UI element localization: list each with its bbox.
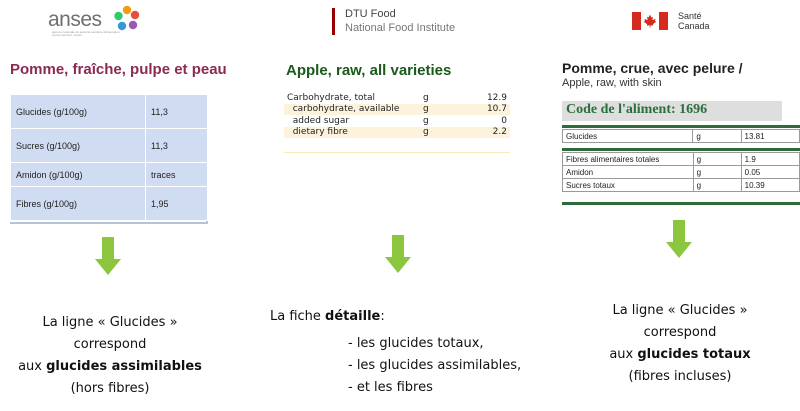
- nutrient-label: Sucres totaux: [563, 179, 694, 192]
- anses-logo-text: anses: [48, 8, 102, 31]
- caption-line: (fibres incluses): [628, 369, 732, 384]
- table-row: [11, 95, 208, 129]
- down-arrow-icon: [666, 220, 692, 258]
- caption-text: La fiche: [270, 309, 326, 324]
- dtu-logo-bar: [332, 8, 335, 35]
- anses-logo: [48, 4, 148, 38]
- nutrient-unit: g: [423, 92, 429, 103]
- caption-line: correspond: [643, 325, 717, 340]
- nutrient-unit: g: [693, 130, 741, 143]
- dtu-food-title: Apple, raw, all varieties: [286, 62, 452, 79]
- hc-nutrient-table-top: [562, 129, 800, 143]
- table-row: [11, 129, 208, 163]
- nutrient-value: 0: [501, 115, 507, 126]
- hc-logo-line1: Santé: [678, 11, 702, 21]
- nutrient-value: 13.81: [741, 130, 799, 143]
- nutrient-unit: g: [693, 166, 741, 179]
- anses-caption: [0, 312, 220, 400]
- dtu-caption-intro: [270, 309, 385, 324]
- caption-emphasis: glucides assimilables: [46, 359, 202, 374]
- hc-title-fr: Pomme, crue, avec pelure /: [562, 60, 743, 76]
- table-row: [563, 153, 800, 166]
- caption-emphasis: glucides totaux: [637, 347, 751, 362]
- nutrient-value: 1,95: [146, 187, 208, 221]
- nutrient-label: dietary fibre: [284, 127, 420, 139]
- nutrient-label: Amidon (g/100g): [11, 163, 146, 187]
- hc-rule: [562, 148, 800, 151]
- nutrient-label: Carbohydrate, total: [287, 92, 376, 103]
- caption-emphasis: détaille: [325, 309, 381, 324]
- caption-line: La ligne « Glucides »: [42, 315, 178, 330]
- dtu-panel: [262, 0, 532, 411]
- hc-food-title: [562, 60, 800, 89]
- caption-text: :: [380, 309, 385, 324]
- anses-panel: [0, 0, 260, 411]
- list-item: - et les fibres: [348, 380, 433, 395]
- nutrient-unit: g: [693, 179, 741, 192]
- caption-text: aux: [18, 359, 47, 374]
- caption-line: (hors fibres): [70, 381, 150, 396]
- table-row: [284, 104, 510, 116]
- hc-nutrient-table-bottom: [562, 152, 800, 192]
- table-row: [284, 127, 510, 139]
- nutrient-unit: g: [693, 153, 741, 166]
- maple-leaf-icon: [643, 14, 657, 28]
- nutrient-label: Fibres (g/100g): [11, 187, 146, 221]
- hc-rule: [562, 202, 800, 205]
- anses-nutrient-table: [10, 94, 208, 221]
- list-item: - les glucides assimilables,: [348, 358, 522, 373]
- nutrient-label: Fibres alimentaires totales: [563, 153, 694, 166]
- nutrient-value: 10.39: [741, 179, 799, 192]
- dtu-caption-list: [348, 333, 521, 399]
- list-item: - les glucides totaux,: [348, 336, 484, 351]
- hc-food-code: Code de l'aliment: 1696: [562, 101, 782, 121]
- caption-line: [0, 356, 220, 378]
- nutrient-label: Amidon: [563, 166, 694, 179]
- hc-caption: [580, 300, 780, 388]
- hc-panel: [540, 0, 800, 411]
- dtu-logo: [332, 8, 502, 36]
- nutrient-value: 2.2: [470, 127, 510, 139]
- down-arrow-icon: [385, 235, 411, 273]
- dtu-logo-line2: National Food Institute: [345, 22, 456, 34]
- dtu-table-rule: [284, 152, 510, 153]
- table-row: [563, 130, 800, 143]
- nutrient-value: 12.9: [486, 92, 507, 103]
- caption-line: correspond: [73, 337, 147, 352]
- dtu-nutrient-table: [284, 92, 510, 138]
- hc-logo: [632, 10, 742, 32]
- hc-logo-line2: Canada: [678, 21, 710, 31]
- hc-rule: [562, 125, 800, 128]
- nutrient-unit: g: [423, 115, 429, 126]
- table-row: [284, 115, 510, 127]
- table-row: [563, 179, 800, 192]
- nutrient-value: 1.9: [741, 153, 799, 166]
- canada-flag-icon: [632, 12, 668, 30]
- dtu-logo-line1: DTU Food: [345, 8, 396, 20]
- nutrient-label: Glucides: [563, 130, 693, 143]
- nutrient-value: 10.7: [470, 104, 510, 116]
- nutrient-label: Glucides (g/100g): [11, 95, 146, 129]
- table-row: [563, 166, 800, 179]
- hc-marker: -: [703, 123, 705, 129]
- table-row: [11, 163, 208, 187]
- nutrient-label: carbohydrate, available: [284, 104, 420, 116]
- anses-flower-icon: [112, 4, 142, 34]
- down-arrow-icon: [95, 237, 121, 275]
- caption-line: [580, 344, 780, 366]
- nutrient-unit: g: [420, 127, 470, 139]
- nutrient-unit: g: [420, 104, 470, 116]
- nutrient-value: traces: [146, 163, 208, 187]
- table-row: [11, 187, 208, 221]
- hc-logo-names: [678, 11, 710, 31]
- anses-logo-tagline: agence nationale de sécurité sanitaire alimentation, environnement, travail: [52, 30, 121, 38]
- nutrient-label: added sugar: [287, 115, 350, 126]
- nutrient-value: 11,3: [146, 129, 208, 163]
- nutrient-value: 11,3: [146, 95, 208, 129]
- caption-line: La ligne « Glucides »: [612, 303, 748, 318]
- nutrient-value: 0.05: [741, 166, 799, 179]
- caption-text: aux: [609, 347, 638, 362]
- nutrient-label: Sucres (g/100g): [11, 129, 146, 163]
- hc-title-en: Apple, raw, with skin: [562, 77, 662, 89]
- table-row: [284, 92, 510, 104]
- anses-food-title: Pomme, fraîche, pulpe et peau: [10, 61, 227, 78]
